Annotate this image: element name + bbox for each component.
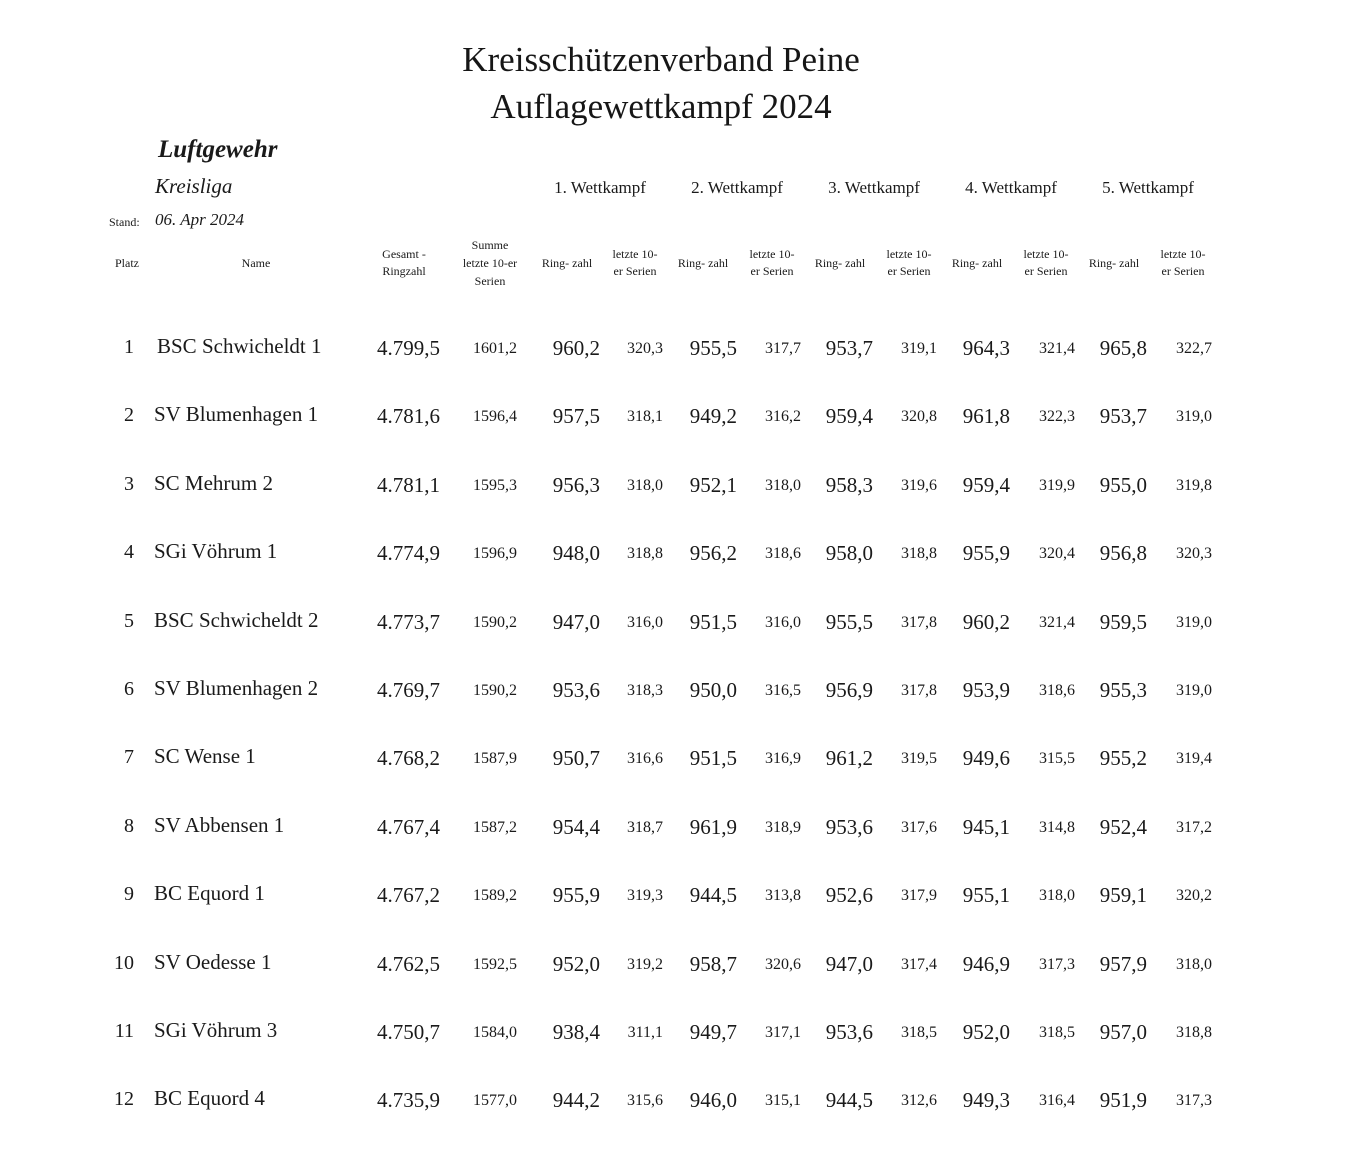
column-header-sum: [450, 236, 530, 290]
rank-cell: 4: [124, 541, 134, 563]
series-score-cell-1: 311,1: [627, 1024, 663, 1041]
ring-score-cell-1: 954,4: [552, 815, 600, 839]
column-header-series-line2: er Serien: [750, 264, 794, 278]
column-header-series-line2: er Serien: [613, 264, 657, 278]
ring-score-cell-2: 949,2: [689, 404, 737, 428]
column-header-name: Name: [241, 256, 271, 270]
column-header-series-2: [743, 246, 801, 280]
series-score-cell-5: 322,7: [1176, 340, 1212, 357]
team-name-cell: SC Mehrum 2: [154, 471, 274, 495]
ring-score-cell-3: 955,5: [825, 610, 873, 634]
column-header-ring-5: Ring- zahl: [1088, 256, 1140, 270]
ring-score-cell-1: 948,0: [552, 541, 600, 565]
column-header-sum-line1: Summe: [471, 238, 509, 252]
ring-score-cell-2: 961,9: [689, 815, 737, 839]
ring-score-cell-3: 952,6: [825, 883, 873, 907]
ring-score-cell-4: 953,9: [962, 678, 1010, 702]
series-score-cell-1: 318,1: [627, 408, 663, 425]
ring-score-cell-4: 955,1: [962, 883, 1010, 907]
column-header-series-line2: er Serien: [887, 264, 931, 278]
stand-label: Stand:: [109, 215, 140, 229]
total-score-cell: 4.767,2: [377, 883, 440, 907]
ring-score-cell-3: 958,3: [825, 473, 873, 497]
column-header-sum-line2: letzte 10-er: [462, 256, 518, 270]
series-score-cell-1: 318,0: [627, 477, 663, 494]
series-score-cell-2: 316,5: [765, 682, 801, 699]
series-score-cell-2: 318,6: [765, 545, 801, 562]
ring-score-cell-5: 953,7: [1099, 404, 1147, 428]
ring-score-cell-4: 961,8: [962, 404, 1010, 428]
ring-score-cell-3: 947,0: [825, 952, 873, 976]
ring-score-cell-2: 956,2: [689, 541, 737, 565]
column-header-series-line2: er Serien: [1161, 264, 1205, 278]
total-score-cell: 4.773,7: [377, 610, 440, 634]
team-name-cell: SC Wense 1: [154, 744, 256, 768]
column-header-series-line1: letzte 10-: [749, 247, 795, 261]
series-score-cell-4: 314,8: [1039, 819, 1075, 836]
series-score-cell-2: 317,1: [765, 1024, 801, 1041]
series-score-cell-1: 316,6: [627, 750, 663, 767]
ring-score-cell-2: 951,5: [689, 746, 737, 770]
rank-cell: 8: [124, 815, 134, 837]
series-score-cell-1: 319,2: [627, 956, 663, 973]
ring-score-cell-3: 956,9: [825, 678, 873, 702]
team-name-cell: SGi Vöhrum 3: [154, 1018, 278, 1042]
ring-score-cell-5: 959,1: [1099, 883, 1147, 907]
total-score-cell: 4.750,7: [377, 1020, 440, 1044]
ring-score-cell-4: 955,9: [962, 541, 1010, 565]
ring-score-cell-2: 946,0: [689, 1088, 737, 1112]
series-score-cell-5: 320,3: [1176, 545, 1212, 562]
ring-score-cell-4: 945,1: [962, 815, 1010, 839]
table-row: [0, 396, 1354, 436]
column-header-series-1: [606, 246, 664, 280]
ring-score-cell-3: 958,0: [825, 541, 873, 565]
series-score-cell-1: 318,8: [627, 545, 663, 562]
series-score-cell-5: 318,8: [1176, 1024, 1212, 1041]
ring-score-cell-5: 957,9: [1099, 952, 1147, 976]
rank-cell: 2: [124, 404, 134, 426]
series-score-cell-2: 318,0: [765, 477, 801, 494]
ring-score-cell-1: 938,4: [552, 1020, 600, 1044]
series-score-cell-5: 317,3: [1176, 1092, 1212, 1109]
ring-score-cell-1: 944,2: [552, 1088, 600, 1112]
series-score-cell-1: 318,7: [627, 819, 663, 836]
table-row: [0, 738, 1354, 778]
series-sum-cell: 1596,4: [473, 408, 517, 425]
total-score-cell: 4.774,9: [377, 541, 440, 565]
rank-cell: 1: [124, 336, 134, 358]
rank-cell: 10: [114, 952, 134, 974]
ring-score-cell-1: 957,5: [552, 404, 600, 428]
series-score-cell-4: 317,3: [1039, 956, 1075, 973]
table-row: [0, 328, 1354, 368]
ring-score-cell-4: 949,3: [962, 1088, 1010, 1112]
series-sum-cell: 1596,9: [473, 545, 517, 562]
competition-header-2: 2. Wettkampf: [691, 178, 783, 197]
ring-score-cell-1: 950,7: [552, 746, 600, 770]
series-sum-cell: 1584,0: [473, 1024, 517, 1041]
ring-score-cell-2: 955,5: [689, 336, 737, 360]
series-score-cell-2: 318,9: [765, 819, 801, 836]
rank-cell: 7: [124, 746, 134, 768]
ring-score-cell-1: 952,0: [552, 952, 600, 976]
table-row: [0, 944, 1354, 984]
series-score-cell-4: 318,5: [1039, 1024, 1075, 1041]
page-title-line2: Auflagewettkampf 2024: [490, 87, 832, 126]
ring-score-cell-2: 944,5: [689, 883, 737, 907]
ring-score-cell-2: 951,5: [689, 610, 737, 634]
series-score-cell-2: 317,7: [765, 340, 801, 357]
series-score-cell-3: 318,8: [901, 545, 937, 562]
table-row: [0, 1080, 1354, 1120]
stand-date: 06. Apr 2024: [155, 210, 244, 229]
ring-score-cell-3: 959,4: [825, 404, 873, 428]
team-name-cell: SV Blumenhagen 2: [154, 676, 319, 700]
column-header-rank: Platz: [115, 256, 139, 270]
series-score-cell-5: 319,8: [1176, 477, 1212, 494]
series-score-cell-1: 320,3: [627, 340, 663, 357]
series-score-cell-2: 320,6: [765, 956, 801, 973]
column-header-ring-3: Ring- zahl: [814, 256, 866, 270]
series-sum-cell: 1587,2: [473, 819, 517, 836]
total-score-cell: 4.767,4: [377, 815, 440, 839]
total-score-cell: 4.762,5: [377, 952, 440, 976]
ring-score-cell-5: 955,3: [1099, 678, 1147, 702]
column-header-ring-1: Ring- zahl: [541, 256, 593, 270]
ring-score-cell-1: 953,6: [552, 678, 600, 702]
ring-score-cell-1: 960,2: [552, 336, 600, 360]
series-score-cell-3: 317,4: [901, 956, 937, 973]
ring-score-cell-5: 957,0: [1099, 1020, 1147, 1044]
ring-score-cell-4: 960,2: [962, 610, 1010, 634]
column-header-sum-line3: Serien: [474, 274, 506, 288]
ring-score-cell-4: 952,0: [962, 1020, 1010, 1044]
series-score-cell-4: 318,0: [1039, 887, 1075, 904]
series-score-cell-5: 320,2: [1176, 887, 1212, 904]
column-header-ring-4: Ring- zahl: [951, 256, 1003, 270]
table-row: [0, 670, 1354, 710]
team-name-cell: BC Equord 1: [154, 881, 265, 905]
series-score-cell-5: 319,0: [1176, 614, 1212, 631]
series-score-cell-3: 319,1: [901, 340, 937, 357]
series-score-cell-4: 319,9: [1039, 477, 1075, 494]
rank-cell: 6: [124, 678, 134, 700]
ring-score-cell-5: 955,0: [1099, 473, 1147, 497]
total-score-cell: 4.781,1: [377, 473, 440, 497]
table-row: [0, 602, 1354, 642]
team-name-cell: BC Equord 4: [154, 1086, 265, 1110]
rank-cell: 3: [124, 473, 134, 495]
series-score-cell-2: 315,1: [765, 1092, 801, 1109]
total-score-cell: 4.768,2: [377, 746, 440, 770]
series-score-cell-3: 318,5: [901, 1024, 937, 1041]
table-row: [0, 533, 1354, 573]
column-header-series-line1: letzte 10-: [1160, 247, 1206, 261]
column-header-series-line2: er Serien: [1024, 264, 1068, 278]
table-row: [0, 1012, 1354, 1052]
series-score-cell-1: 315,6: [627, 1092, 663, 1109]
team-name-cell: SV Blumenhagen 1: [154, 402, 319, 426]
column-header-total: [364, 246, 444, 280]
series-score-cell-3: 320,8: [901, 408, 937, 425]
competition-header-5: 5. Wettkampf: [1102, 178, 1194, 197]
column-header-series-line1: letzte 10-: [612, 247, 658, 261]
team-name-cell: BSC Schwicheldt 2: [154, 608, 319, 632]
ring-score-cell-5: 956,8: [1099, 541, 1147, 565]
series-score-cell-2: 313,8: [765, 887, 801, 904]
series-score-cell-5: 319,4: [1176, 750, 1212, 767]
rank-cell: 11: [114, 1020, 134, 1042]
series-sum-cell: 1592,5: [473, 956, 517, 973]
column-header-series-5: [1154, 246, 1212, 280]
ring-score-cell-1: 947,0: [552, 610, 600, 634]
competition-header-4: 4. Wettkampf: [965, 178, 1057, 197]
series-score-cell-4: 320,4: [1039, 545, 1075, 562]
series-score-cell-5: 318,0: [1176, 956, 1212, 973]
series-score-cell-5: 319,0: [1176, 682, 1212, 699]
competition-header-1: 1. Wettkampf: [554, 178, 646, 197]
ring-score-cell-5: 965,8: [1099, 336, 1147, 360]
total-score-cell: 4.769,7: [377, 678, 440, 702]
table-row: [0, 465, 1354, 505]
series-score-cell-3: 319,6: [901, 477, 937, 494]
league-heading: Kreisliga: [155, 174, 233, 198]
ring-score-cell-2: 952,1: [689, 473, 737, 497]
team-name-cell: BSC Schwicheldt 1: [157, 334, 322, 358]
column-header-ring-2: Ring- zahl: [677, 256, 729, 270]
ring-score-cell-3: 944,5: [825, 1088, 873, 1112]
series-score-cell-1: 319,3: [627, 887, 663, 904]
team-name-cell: SV Oedesse 1: [154, 950, 272, 974]
ring-score-cell-3: 953,6: [825, 815, 873, 839]
ring-score-cell-4: 959,4: [962, 473, 1010, 497]
ring-score-cell-1: 955,9: [552, 883, 600, 907]
series-sum-cell: 1590,2: [473, 614, 517, 631]
column-header-series-3: [880, 246, 938, 280]
series-sum-cell: 1590,2: [473, 682, 517, 699]
ring-score-cell-5: 955,2: [1099, 746, 1147, 770]
column-header-series-line1: letzte 10-: [886, 247, 932, 261]
ring-score-cell-4: 949,6: [962, 746, 1010, 770]
series-score-cell-1: 318,3: [627, 682, 663, 699]
series-sum-cell: 1595,3: [473, 477, 517, 494]
rank-cell: 9: [124, 883, 134, 905]
ring-score-cell-5: 959,5: [1099, 610, 1147, 634]
series-score-cell-3: 312,6: [901, 1092, 937, 1109]
series-sum-cell: 1601,2: [473, 340, 517, 357]
series-sum-cell: 1587,9: [473, 750, 517, 767]
team-name-cell: SV Abbensen 1: [154, 813, 285, 837]
series-score-cell-4: 322,3: [1039, 408, 1075, 425]
ring-score-cell-3: 961,2: [825, 746, 873, 770]
table-row: [0, 875, 1354, 915]
ring-score-cell-2: 950,0: [689, 678, 737, 702]
series-score-cell-3: 317,8: [901, 682, 937, 699]
ring-score-cell-1: 956,3: [552, 473, 600, 497]
ring-score-cell-3: 953,7: [825, 336, 873, 360]
series-score-cell-3: 319,5: [901, 750, 937, 767]
series-sum-cell: 1589,2: [473, 887, 517, 904]
ring-score-cell-5: 952,4: [1099, 815, 1147, 839]
series-score-cell-1: 316,0: [627, 614, 663, 631]
series-score-cell-3: 317,6: [901, 819, 937, 836]
table-row: [0, 807, 1354, 847]
series-score-cell-5: 317,2: [1176, 819, 1212, 836]
total-score-cell: 4.781,6: [377, 404, 440, 428]
rank-cell: 12: [114, 1088, 134, 1110]
series-score-cell-2: 316,0: [765, 614, 801, 631]
column-header-total-line1: Gesamt -: [382, 247, 426, 261]
series-score-cell-4: 315,5: [1039, 750, 1075, 767]
ring-score-cell-2: 949,7: [689, 1020, 737, 1044]
series-score-cell-4: 316,4: [1039, 1092, 1075, 1109]
ring-score-cell-5: 951,9: [1099, 1088, 1147, 1112]
column-header-total-line2: Ringzahl: [382, 264, 426, 278]
series-sum-cell: 1577,0: [473, 1092, 517, 1109]
ring-score-cell-3: 953,6: [825, 1020, 873, 1044]
rank-cell: 5: [124, 610, 134, 632]
ring-score-cell-4: 946,9: [962, 952, 1010, 976]
series-score-cell-4: 318,6: [1039, 682, 1075, 699]
series-score-cell-2: 316,9: [765, 750, 801, 767]
column-header-series-4: [1017, 246, 1075, 280]
series-score-cell-4: 321,4: [1039, 614, 1075, 631]
ring-score-cell-4: 964,3: [962, 336, 1010, 360]
total-score-cell: 4.799,5: [377, 336, 440, 360]
team-name-cell: SGi Vöhrum 1: [154, 539, 278, 563]
competition-header-3: 3. Wettkampf: [828, 178, 920, 197]
ring-score-cell-2: 958,7: [689, 952, 737, 976]
discipline-heading: Luftgewehr: [158, 136, 278, 163]
series-score-cell-3: 317,8: [901, 614, 937, 631]
column-header-series-line1: letzte 10-: [1023, 247, 1069, 261]
total-score-cell: 4.735,9: [377, 1088, 440, 1112]
series-score-cell-2: 316,2: [765, 408, 801, 425]
series-score-cell-4: 321,4: [1039, 340, 1075, 357]
series-score-cell-3: 317,9: [901, 887, 937, 904]
page-title-line1: Kreisschützenverband Peine: [462, 40, 860, 79]
series-score-cell-5: 319,0: [1176, 408, 1212, 425]
